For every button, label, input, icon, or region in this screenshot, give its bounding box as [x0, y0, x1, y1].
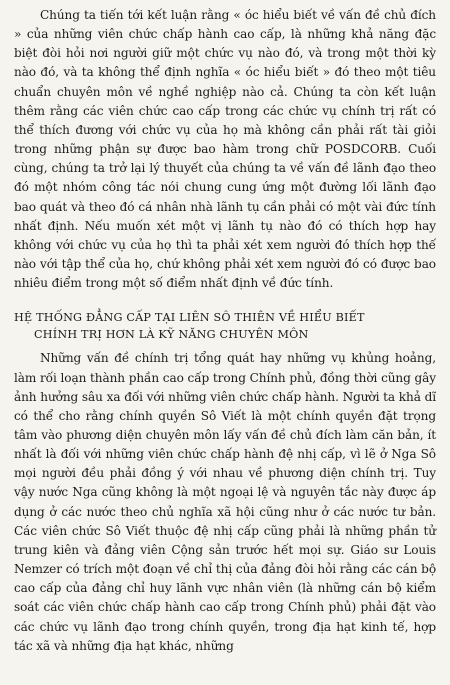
- body-paragraph-2: Những vấn đề chính trị tổng quát hay những vụ khủng hoảng, làm rối loạn thành phần cao cấp trong Chính phủ, đồng thời cũng gây ảnh hưởng sâu xa đối với những viên chức chấp hành. Người ta khả dĩ có thể cho rằng chính quyền Sô Viết là một chính quyền đặt trọng tâm vào phương diện chuyên môn lấy vấn đề chủ đích làm căn bản, ít nhất là đối với những viên chức chấp hành đệ nhị cấp, vì lẽ ở Nga Sô mọi người đều phải đồng ý với nhau về phương diện chính trị. Tuy vậy nước Nga cũng không là một ngoại lệ và nguyên tắc này được áp dụng ở các nước theo chủ nghĩa xã hội cũng như ở các nước tư bản. Các viên chức Sô Viết thuộc đệ nhị cấp cũng phải là những phần tử trung kiên và đảng viên Cộng sản trước hết mọi sự. Giáo sư Louis Nemzer có trích một đoạn về chỉ thị của đảng đòi hỏi rằng các cán bộ cao cấp của đảng chỉ huy lãnh vực nhân viên (là những cán bộ kiểm soát các viên chức chấp hành cao cấp trong Chính phủ) phải đặt vào các chức vụ lãnh đạo trong chính quyền, trong địa hạt kinh tế, hợp tác xã và những địa hạt khác, những: [14, 351, 436, 653]
- section-heading: [14, 309, 436, 343]
- section-heading-line-1: HỆ THỐNG ĐẲNG CẤP TẠI LIÊN SÔ THIÊN VỀ HIỂU BIẾT: [14, 311, 365, 325]
- body-paragraph-1: Chúng ta tiến tới kết luận rằng « óc hiểu biết về vấn đề chủ đích » của những viên chức chấp hành cao cấp, là những khả năng đặc biệt đòi hỏi nơi người giữ một chức vụ nào đó, và trong một thời kỳ nào đó, và ta không thể định nghĩa « óc hiểu biết » đó theo một tiêu chuẩn chuyên môn về nghề nghiệp nào cả. Chúng ta còn kết luận thêm rằng các viên chức cao cấp trong các chức vụ chính trị rất có thể thích đương với chức vụ của họ mà không cần phải rất tài giỏi trong những phận sự được bao hàm trong chữ POSDCORB. Cuối cùng, chúng ta trở lại lý thuyết của chúng ta về vấn đề lãnh đạo theo đó một nhóm công tác nói chung cung ứng một đường lối lãnh đạo bao quát và theo đó cá nhân nhà lãnh tụ cần phải có một vài đức tính nhất định. Nếu muốn xét một vị lãnh tụ nào đó có thích hợp hay không với chức vụ của họ thì ta phải xét xem người đó thích hợp thế nào với tập thể của họ, chứ không phải xét xem người đó có được bao nhiêu điểm trong một số điểm nhất định về đức tính.: [14, 8, 436, 291]
- section-heading-line-2: CHÍNH TRỊ HƠN LÀ KỸ NĂNG CHUYÊN MÔN: [34, 328, 309, 342]
